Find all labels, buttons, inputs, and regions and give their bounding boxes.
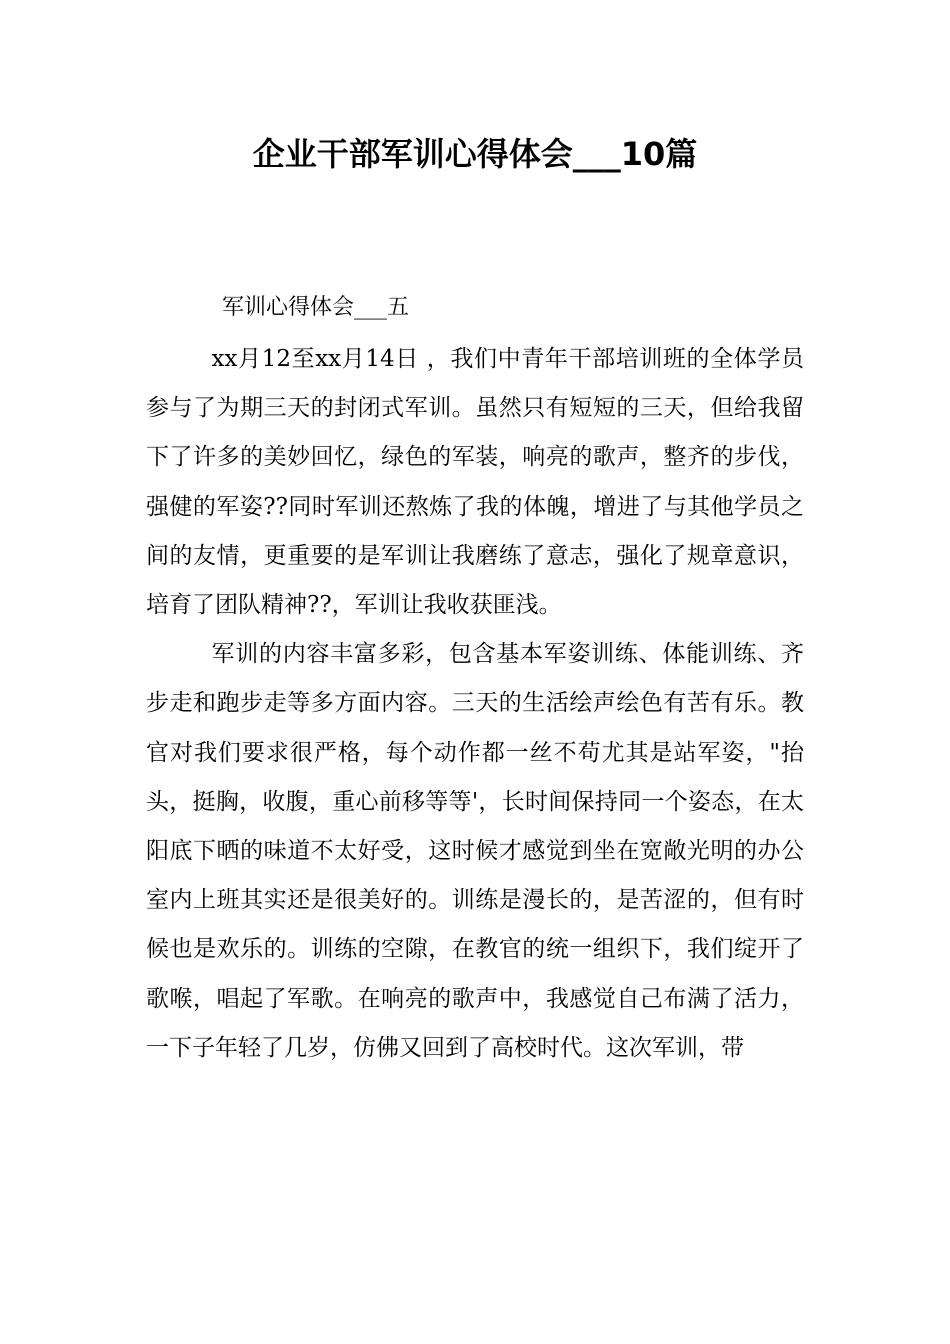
document-title: 企业干部军训心得体会___10篇 [252,135,698,173]
document-body [146,335,804,1073]
body-paragraph: xx月12至xx月14日 ，我们中青年干部培训班的全体学员参与了为期三天的封闭式军训。虽然只有短短的三天，但给我留下了许多的美妙回忆，绿色的军装，响亮的歌声，整齐的步伐，强健的军姿??同时军训还熬炼了我的体魄，增进了与其他学员之间的友情，更重要的是军训让我磨练了意志，强化了规章意识，培育了团队精神??，军训让我收获匪浅。 [146,346,804,619]
body-paragraph: 军训的内容丰富多彩，包含基本军姿训练、体能训练、齐步走和跑步走等多方面内容。三天的生活绘声绘色有苦有乐。教官对我们要求很严格，每个动作都一丝不苟尤其是站军姿，"抬头，挺胸，收腹，重心前移等等'，长时间保持同一个姿态，在太阳底下晒的味道不太好受，这时候才感觉到坐在宽敞光明的办公室内上班其实还是很美好的。训练是漫长的，是苦涩的，但有时候也是欢乐的。训练的空隙，在教官的统一组织下，我们绽开了歌喉，唱起了军歌。在响亮的歌声中，我感觉自己布满了活力，一下子年轻了几岁，仿佛又回到了高校时代。这次军训，带 [146,641,804,1061]
section-heading: 军训心得体会___五 [222,295,410,320]
